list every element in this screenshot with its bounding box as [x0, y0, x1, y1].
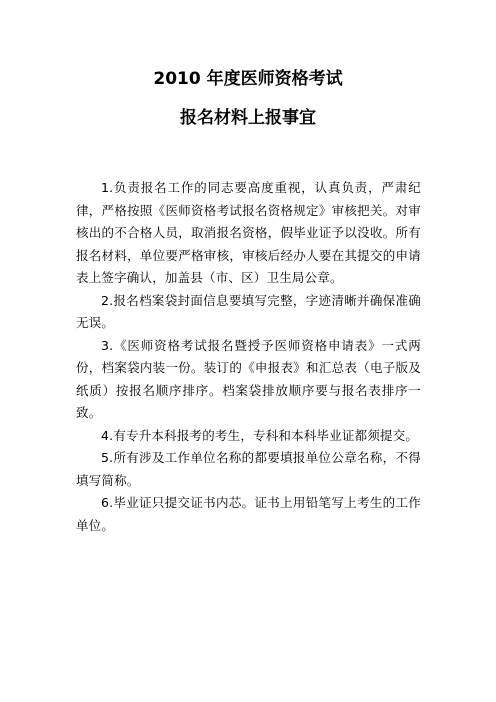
paragraph-6: 6.毕业证只提交证书内芯。证书上用铅笔写上考生的工作单位。 [76, 495, 421, 533]
paragraph-3: 3.《医师资格考试报名暨授予医师资格申请表》一式两份，档案袋内装一份。装订的《申报表》和汇总表（电子版及纸质）按报名顺序排序。档案袋排放顺序要与报名表排序一致。 [76, 337, 421, 420]
document-title: 2010 年度医师资格考试 [153, 69, 343, 89]
document-body [76, 177, 421, 537]
document-subtitle: 报名材料上报事宜 [180, 108, 316, 128]
paragraph-4: 4.有专升本科报考的考生，专科和本科毕业证都须提交。 [101, 427, 419, 443]
paragraph-2: 2.报名档案袋封面信息要填写完整，字迹清晰并确保准确无误。 [76, 292, 421, 330]
paragraph-1: 1.负责报名工作的同志要高度重视，认真负责，严肃纪律，严格按照《医师资格考试报名资格规定》审核把关。对审核出的不合格人员，取消报名资格，假毕业证予以没收。所有报名材料，单位要严格审核，审核后经办人要在其提交的申请表上签字确认，加盖县（市、区）卫生局公章。 [76, 180, 421, 285]
paragraph-5: 5.所有涉及工作单位名称的都要填报单位公章名称，不得填写简称。 [76, 450, 421, 488]
